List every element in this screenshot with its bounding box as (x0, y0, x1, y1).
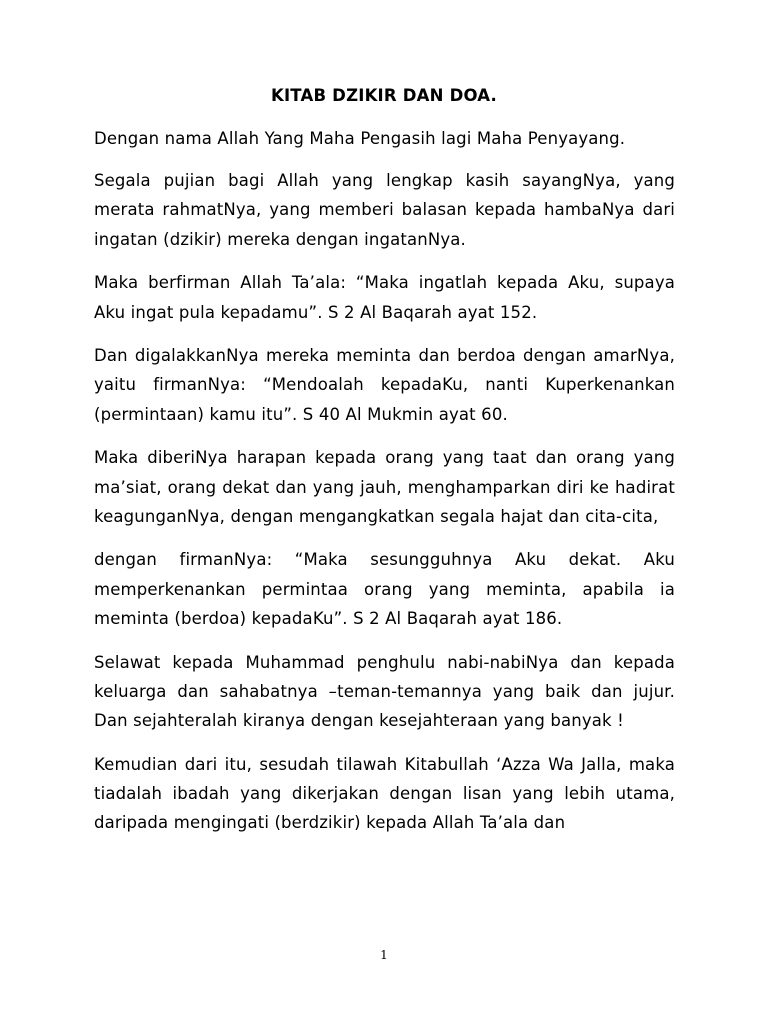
paragraph-selawat: Selawat kepada Muhammad penghulu nabi-nabiNya dan kepada keluarga dan sahabatnya –teman-temannya yang baik dan jujur. Dan sejahteralah kiranya dengan kesejahteraan yang banyak ! (94, 652, 675, 730)
paragraph-tilawah: Kemudian dari itu, sesudah tilawah Kitabullah ‘Azza Wa Jalla, maka tiadalah ibadah yang dikerjakan dengan lisan yang lebih utama, daripada mengingati (berdzikir) kepada Allah Ta’ala dan (94, 754, 675, 833)
paragraph-quote-152: Maka berfirman Allah Ta’ala: “Maka ingatlah kepada Aku, supaya Aku ingat pula kepadamu”. S 2 Al Baqarah ayat 152. (94, 273, 675, 322)
paragraph-hope: Maka diberiNya harapan kepada orang yang taat dan orang yang ma’siat, orang dekat dan yang jauh, menghamparkan diri ke hadirat keagunganNya, dengan mengangkatkan segala hajat dan cita-cita, (94, 448, 675, 526)
paragraph-quote-186: dengan firmanNya: “Maka sesungguhnya Aku dekat. Aku memperkenankan permintaa orang yang meminta, apabila ia meminta (berdoa) kepadaKu”. S 2 Al Baqarah ayat 186. (94, 550, 675, 628)
paragraph-basmalah: Dengan nama Allah Yang Maha Pengasih lagi Maha Penyayang. (94, 129, 626, 148)
page-number: 1 (380, 948, 388, 962)
document-title: KITAB DZIKIR DAN DOA. (270, 86, 497, 105)
paragraph-praise: Segala pujian bagi Allah yang lengkap kasih sayangNya, yang merata rahmatNya, yang memberi balasan kepada hambaNya dari ingatan (dzikir) mereka dengan ingatanNya. (94, 171, 675, 249)
document-body (94, 124, 675, 852)
paragraph-quote-60: Dan digalakkanNya mereka meminta dan berdoa dengan amarNya, yaitu firmanNya: “Mendoalah kepadaKu, nanti Kuperkenankan (permintaan) kamu itu”. S 40 Al Mukmin ayat 60. (94, 346, 675, 424)
